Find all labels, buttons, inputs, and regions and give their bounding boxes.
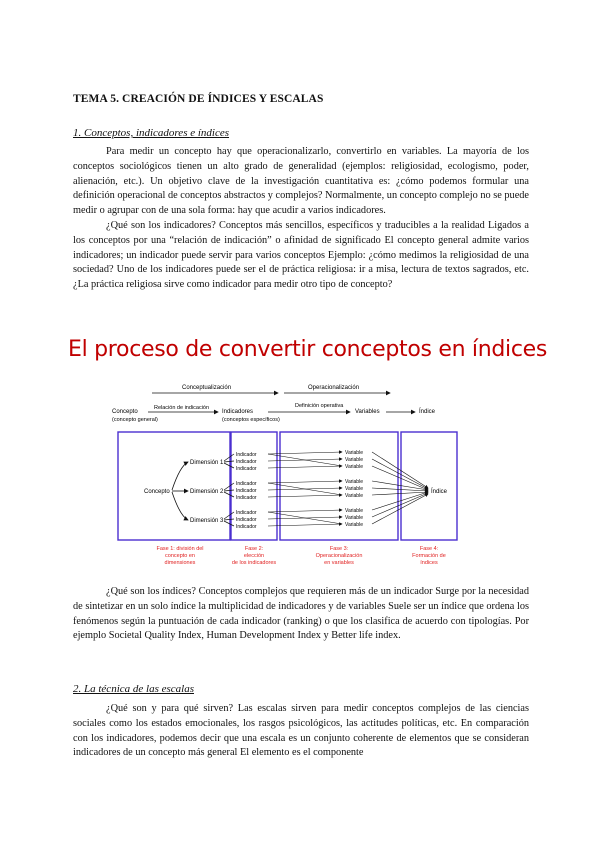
box-fase-4 [401,432,457,540]
diagram-title: El proceso de convertir conceptos en índices [68,337,548,362]
fase-3-line-3: en variables [324,560,354,566]
variable-2c: Variable [345,493,363,499]
paragraph-4: ¿Qué son y para qué sirven? Las escalas sirven para medir conceptos complejos de las ciencias sociales como los estados emocionales, los rasgos psicológicos, las actitudes políticas, etc. En comparación con los indicadores, podemos decir que una escala es un conjunto coherente de elementos que se consideran indicadores de un concepto más general El elemento es el componente [73,703,529,759]
variable-2b: Variable [345,486,363,492]
section-1-heading: 1. Conceptos, indicadores e índices [73,127,230,139]
variable-1a: Variable [345,450,363,456]
dimension-3: Dimensión 3 [190,518,224,524]
indicador-1a: Indicador [236,452,257,458]
label-indicadores: Indicadores [222,409,254,415]
fase-1-line-1: Fase 1: división del [156,546,204,552]
indicador-1c: Indicador [236,466,257,472]
variable-1b: Variable [345,457,363,463]
fase-2-line-3: de los indicadores [231,560,277,566]
label-operacionalizacion: Operacionalización [308,385,360,391]
variable-2a: Variable [345,479,363,485]
dimension-2: Dimensión 2 [190,489,224,495]
label-conceptos-especificos: (conceptos específicos) [222,417,280,423]
indicador-3b: Indicador [236,517,257,523]
page-title: TEMA 5. CREACIÓN DE ÍNDICES Y ESCALAS [73,93,324,105]
paragraph-2: ¿Qué son los indicadores? Conceptos más sencillos, específicos y traducibles a la realidad Ligados a los conceptos por una “relación de indicación” o afinidad de significado El concepto general admite varios indicadores; un indicador puede servir para varios conceptos Ejemplo: ¿cómo medimos la religiosidad de una sociedad? Uno de los indicadores puede ser el de práctica religiosa: ir a misa, lectura de textos sagrados, etc. ¿La práctica religiosa sirve como indicador para medir otro tipo de concepto? [73,220,529,291]
fase-1-line-2: concepto en [165,553,195,559]
label-concepto-general: (concepto general) [112,417,158,423]
dimension-1: Dimensión 1 [190,460,224,466]
fase-2-line-2: elección [243,553,265,559]
label-conceptualizacion: Conceptualización [182,385,232,391]
fase-4-line-1: Fase 4: [419,546,439,552]
indicador-2c: Indicador [236,495,257,501]
fase-4-line-3: índices [420,560,438,566]
indicador-2a: Indicador [236,481,257,487]
indicador-3a: Indicador [236,510,257,516]
box-concepto-label: Concepto [144,489,170,495]
indicador-2b: Indicador [236,488,257,494]
label-definicion: Definición operativa [295,403,344,409]
label-concepto: Concepto [112,409,138,415]
fase-3-line-2: Operacionalización [315,553,363,559]
indicador-3c: Indicador [236,524,257,530]
variable-1c: Variable [345,464,363,470]
process-diagram [110,376,480,572]
variable-3a: Variable [345,508,363,514]
fase-3-line-1: Fase 3: [329,546,349,552]
fase-4-line-2: Formación de [412,553,446,559]
fase-1-line-3: dimensiones [164,560,196,566]
section-2-heading: 2. La técnica de las escalas [73,683,194,695]
label-indice: Índice [419,409,436,415]
variable-3b: Variable [345,515,363,521]
box-indice-label: Índice [431,489,448,495]
fase-2-line-1: Fase 2: [244,546,264,552]
label-variables: Variables [355,409,380,415]
label-relacion: Relación de indicación [154,405,210,411]
variable-3c: Variable [345,522,363,528]
paragraph-1: Para medir un concepto hay que operacionalizarlo, convertirlo en variables. La mayoría de los conceptos sociológicos tienen un alto grado de generalidad (ejemplos: religiosidad, ecologismo, poder, alienación, etc.). Un objetivo clave de la investigación cuantitativa es: ¿cómo podemos formular una definición operacional de conceptos abstractos y complejos? Normalmente, un concepto complejo no se puede medir o agrupar con de una sola forma: hay que acudir a varios indicadores. [73,146,529,217]
indicador-1b: Indicador [236,459,257,465]
paragraph-3: ¿Qué son los índices? Conceptos complejos que requieren más de un indicador Surge por la necesidad de sintetizar en un solo índice la multiplicidad de indicadores y de variables Suele ser un índice que ordena los fenómenos según la puntuación de cada indicador (ranking) o que los clasifica de acuerdo con tipologías. Por ejemplo Societal Quality Index, Human Development Index y Better life index. [73,586,529,642]
